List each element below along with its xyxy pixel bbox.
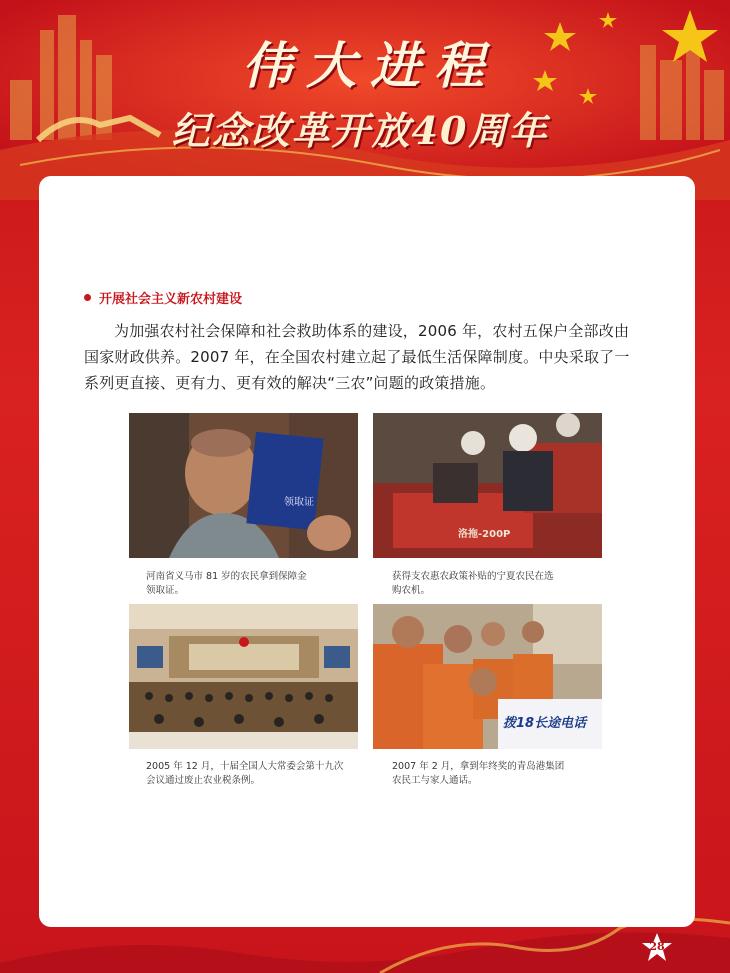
paragraph-line: 国家财政供养。2007 年，在全国农村建立起了最低生活保障制度。中央采取了一 [84, 348, 630, 366]
caption-line: 2005 年 12 月，十届全国人大常委会第十九次 [146, 761, 344, 772]
paragraph-line: 系列更直接、更有力、更有效的解决“三农”问题的政策措施。 [84, 374, 496, 392]
caption-line: 获得支农惠农政策补贴的宁夏农民在选 [392, 571, 554, 582]
photo-caption [392, 570, 602, 598]
certificate-label: 领取证 [284, 497, 314, 508]
caption-line: 2007 年 2 月，拿到年终奖的青岛港集团 [392, 761, 565, 772]
header-banner [0, 0, 730, 200]
npc-meeting-image [129, 604, 358, 749]
caption-line: 河南省义马市 81 岁的农民拿到保障金 [146, 571, 307, 582]
photo-workers-calling [373, 604, 602, 749]
caption-line: 购农机。 [392, 585, 431, 596]
banner-subtitle: 纪念改革开放40周年 [171, 108, 549, 153]
page-number: 28 [649, 940, 665, 953]
banner-title: 伟大进程 [242, 36, 498, 95]
paragraph-line: 为加强农村社会保障和社会救助体系的建设，2006 年，农村五保户全部改由 [114, 322, 630, 340]
photo-npc-meeting [129, 604, 358, 749]
section-heading-text: 开展社会主义新农村建设 [99, 292, 243, 307]
photo-farm-machinery [373, 413, 602, 558]
photo-farmer-certificate [129, 413, 358, 558]
caption-line: 会议通过废止农业税条例。 [146, 775, 261, 786]
phone-sign: 拨18长途电话 [503, 716, 587, 731]
bullet-dot-icon [84, 294, 91, 301]
photo-caption [146, 570, 356, 598]
machine-label: 洛拖-200P [458, 529, 511, 540]
caption-line: 农民工与家人通话。 [392, 775, 478, 786]
photo-caption [146, 760, 366, 788]
section-heading [84, 288, 242, 307]
photo-caption [392, 760, 602, 788]
farmer-certificate-image [129, 413, 358, 558]
caption-line: 领取证。 [146, 585, 185, 596]
page-number-badge [640, 932, 674, 962]
body-paragraph [84, 318, 656, 396]
